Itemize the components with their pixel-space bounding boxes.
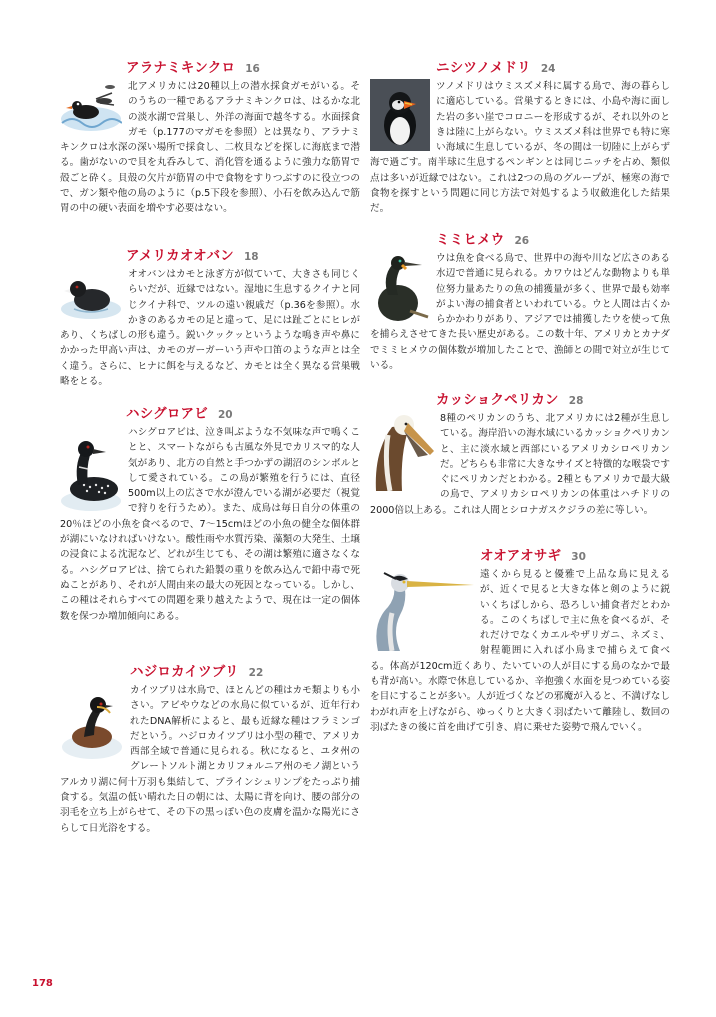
entry-title: ミミヒメウ [436,232,505,248]
brown-pelican-illustration [370,411,434,491]
entry-text: カイツブリは水鳥で、ほとんどの種はカモ類よりも小さい。アビやウなどの水鳥に似ているが、近年行われたDNA解析によると、最も近縁な種はフラミンゴだという。ハジロカイツブリは小型の種で、アメリカ西部全域で普通に見られる。秋になると、ユタ州のグレートソルト湖とカリフォルニア州のモノ湖というアルカリ湖に何十万羽も集結して、ブラインシュリンプをたっぷり捕食する。気温の低い晴れた日の朝には、太陽に背を向け、腰の部分の羽毛を立ち上がらせて、その下の黒っぽい色の皮膚を温かな陽光にさらして日光浴をする。 [60,685,360,834]
great-blue-heron-illustration [370,567,474,651]
common-loon-illustration [60,425,122,513]
entry-title: ニシツノメドリ [436,60,531,76]
entry-text: ウは魚を食べる鳥で、世界中の海や川など広さのある水辺で普通に見られる。カワウはどんな動物よりも単位努力量あたりの魚の捕獲量が多く、世界で最も効率がよい海の捕食者といわれている。ウと人間は古くからかかわりがあり、アジアでは捕獲したウを使って魚を捕らえさせてきた長い歴史がある。この数十年、アメリカとカナダでミミヒメウの個体数が増加したことで、漁師との間で対立が生じている。 [370,253,670,372]
entry-title: オオアオサギ [480,548,562,564]
atlantic-puffin-illustration [370,79,430,151]
entry-text: 8種のペリカンのうち、北アメリカには2種が生息している。海岸沿いの海水域にいるカッショクペリカンと、主に淡水域と西部にいるアメリカシロペリカンだ。どちらも非常に大きなサイズと特徴的な喉袋ですぐにペリカンだとわかる。2種ともアメリカで最大級の鳥で、アメリカシロペリカンの体重はハチドリの2000倍以上ある。これは人間とシロナガスクジラの差に等しい。 [370,413,670,516]
entry-number: 18 [243,251,259,263]
page-number: 178 [32,978,53,989]
eared-grebe-illustration [60,683,124,761]
entry-text: ツノメドリはウミスズメ科に属する鳥で、海の暮らしに適応している。営巣するときには、小島や海に面した岩の多い崖でコロニーを形成するが、それ以外のときは陸に上がらない。ウミスズメ科は世界でも特に寒い海域に生息しているが、冬の間は一切陸に上がらず海で過ごす。南半球に生息するペンギンとは同じニッチを占め、類似点は多いが近縁ではない。これは2つの鳥のグループが、極寒の海で食物を探すという問題に同じ方法で対処するよう収斂進化した結果だ。 [370,81,670,215]
entry-great-blue-heron [370,544,670,784]
right-column [370,56,670,784]
entry-title: アメリカオオバン [126,248,234,264]
entry-number: 16 [245,63,260,75]
entry-number: 26 [514,235,530,247]
entry-number: 24 [540,63,556,75]
double-crested-cormorant-illustration [370,251,430,323]
entry-title: ハシグロアビ [126,406,208,422]
entry-text: 北アメリカには20種以上の潜水採食ガモがいる。そのうちの一種であるアラナミキンクロは、はるかな北の淡水湖で営巣し、外洋の海面で越冬する。水面採食ガモ（p.177のマガモを参照）とは異なり、アラナミキンクロは水深の深い場所で採食し、二枚貝などを探しに海底まで潜る。歯がないので貝を丸呑みして、消化管を通るように強力な筋胃で殻ごと砕く。貝殻の欠片が筋胃の中で食物をすりつぶすのに役立つので、ガン類や他の鳥のように（p.5下段を参照）、小石を飲み込んで筋胃の中の硬い表面を増やす必要はない。 [60,81,360,215]
entry-number: 28 [568,395,584,407]
entry-text: オオバンはカモと泳ぎ方が似ていて、大きさも同じくらいだが、近縁ではない。湿地に生息するクイナと同じクイナ科で、ツルの遠い親戚だ（p.36を参照）。水かきのあるカモの足と違って、足には趾ごとにヒレがあり、くちばしの形も違う。鋭いクックッというような鳴き声や鼻にかかった甲高い声は、カモのガーガーいう声や口笛のような声とは全く違う。さらに、ヒナに餌を与えるなど、カモとは全く異なる営巣戦略をとる。 [60,269,360,388]
entry-text: ハシグロアビは、泣き叫ぶような不気味な声で鳴くことと、スマートながらも古風な外見でカリスマ的な人気があり、北方の自然と手つかずの湖沼のシンボルとして愛されている。この鳥が繁殖を行うには、直径500m以上の広さで水が澄んでいる湖が必要だ（視覚で狩りを行うため）。また、成鳥は毎日自分の体重の20％ほどの小魚を食べるので、7〜15cmほどの小魚の健全な個体群が湖にいなければいけない。酸性雨や水質汚染、藻類の大発生、土壌の浸食による沈泥など、どれが生じても、その湖は繁殖に適さなくなる。ハシグロアビは、捨てられた鉛製の重りを飲み込んで鉛中毒で死ぬことがあり、それが人間由来の最大の死因となっている。しかし、この種はそれらすべての問題を乗り越えたようで、現在は一定の個体数を保つか増加傾向にある。 [60,427,360,622]
entry-number: 30 [571,551,586,563]
entry-eared-grebe [60,660,360,840]
entry-double-crested-cormorant [370,228,670,388]
surf-scoter-illustration [60,79,122,137]
entry-title: ハジロカイツブリ [130,664,239,680]
entry-title: カッショクペリカン [436,392,559,408]
entry-brown-pelican [370,388,670,544]
entry-number: 20 [217,409,233,421]
entry-american-coot [60,244,360,402]
entry-text: 遠くから見ると優雅で上品な鳥に見えるが、近くで見ると大きな体と剣のように鋭いくちばしから、恐ろしい捕食者だとわかる。このくちばしで主に魚を食べるが、それだけでなくカエルやザリガニ、ネズミ、射程範囲に入れば小鳥まで捕らえて食べる。体高が120cm近くあり、たいていの人が目にする鳥のなかで最も背が高い。水際で休息しているか、辛抱強く水面を見つめている姿を目にすることが多い。人が近づくなどの邪魔が入ると、不満げなしわがれ声を上げながら、ゆっくりと大きく羽ばたいて離陸し、数回の羽ばたきの後に首を曲げて引き、肩に乗せた姿勢で飛んでいく。 [370,569,670,733]
entry-atlantic-puffin [370,56,670,228]
american-coot-illustration [60,267,122,325]
entry-surf-scoter [60,56,360,244]
entry-title: アラナミキンクロ [126,60,236,76]
left-column [60,56,360,840]
entry-number: 22 [248,667,264,679]
entry-common-loon [60,402,360,660]
